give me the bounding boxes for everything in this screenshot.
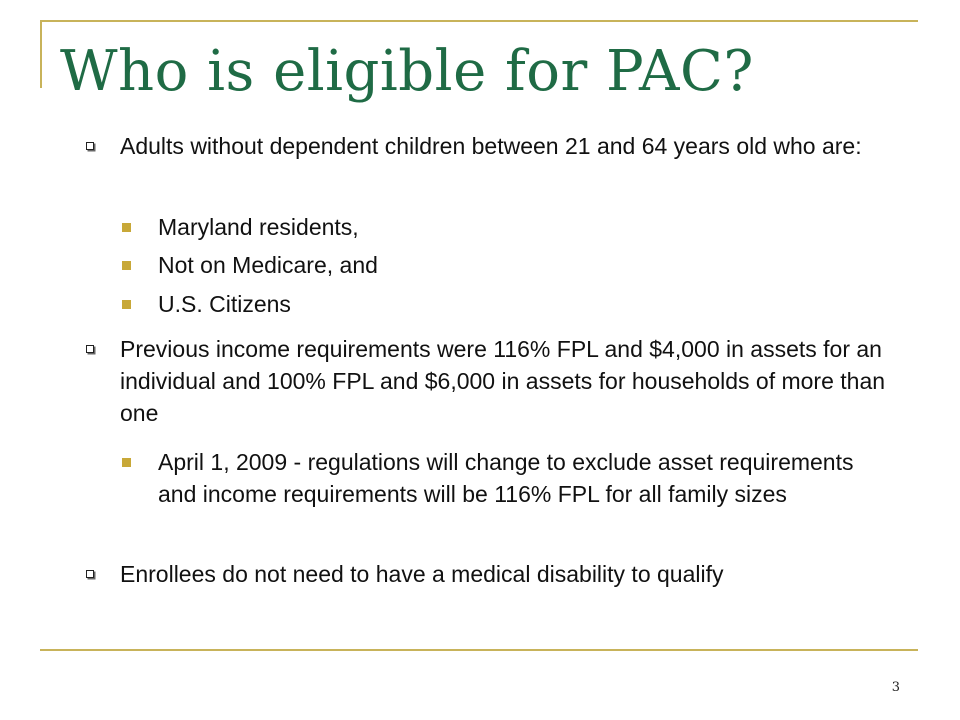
sub-bullet-april-change — [158, 446, 898, 510]
square-bullet-icon — [122, 458, 131, 467]
square-bullet-icon — [86, 142, 94, 150]
bullet-text: Not on Medicare, and — [158, 252, 378, 278]
square-bullet-icon — [122, 223, 131, 232]
square-bullet-icon — [86, 570, 94, 578]
bullet-text: Enrollees do not need to have a medical disability to qualify — [120, 561, 724, 587]
bullet-eligibility — [120, 130, 900, 162]
frame-left-rule — [40, 20, 42, 88]
frame-bottom-rule — [40, 649, 918, 651]
square-bullet-icon — [86, 345, 94, 353]
bullet-income-requirements — [120, 333, 900, 429]
bullet-text: Maryland residents, — [158, 214, 359, 240]
square-bullet-icon — [122, 261, 131, 270]
frame-top-rule — [40, 20, 918, 22]
bullet-text: Adults without dependent children between 21 and 64 years old who are: — [120, 133, 862, 159]
page-number: 3 — [891, 680, 900, 695]
square-bullet-icon — [122, 300, 131, 309]
bullet-disability — [120, 558, 900, 590]
slide-title: Who is eligible for PAC? — [60, 39, 754, 104]
sub-bullet-residents — [158, 211, 898, 243]
sub-bullet-medicare — [158, 249, 898, 281]
bullet-text: April 1, 2009 - regulations will change to exclude asset requirements and income requirements will be 116% FPL for all family sizes — [158, 449, 854, 507]
bullet-text: U.S. Citizens — [158, 291, 291, 317]
bullet-text: Previous income requirements were 116% FPL and $4,000 in assets for an individual and 100% FPL and $6,000 in assets for households of more than one — [120, 336, 886, 426]
sub-bullet-citizens — [158, 288, 898, 320]
